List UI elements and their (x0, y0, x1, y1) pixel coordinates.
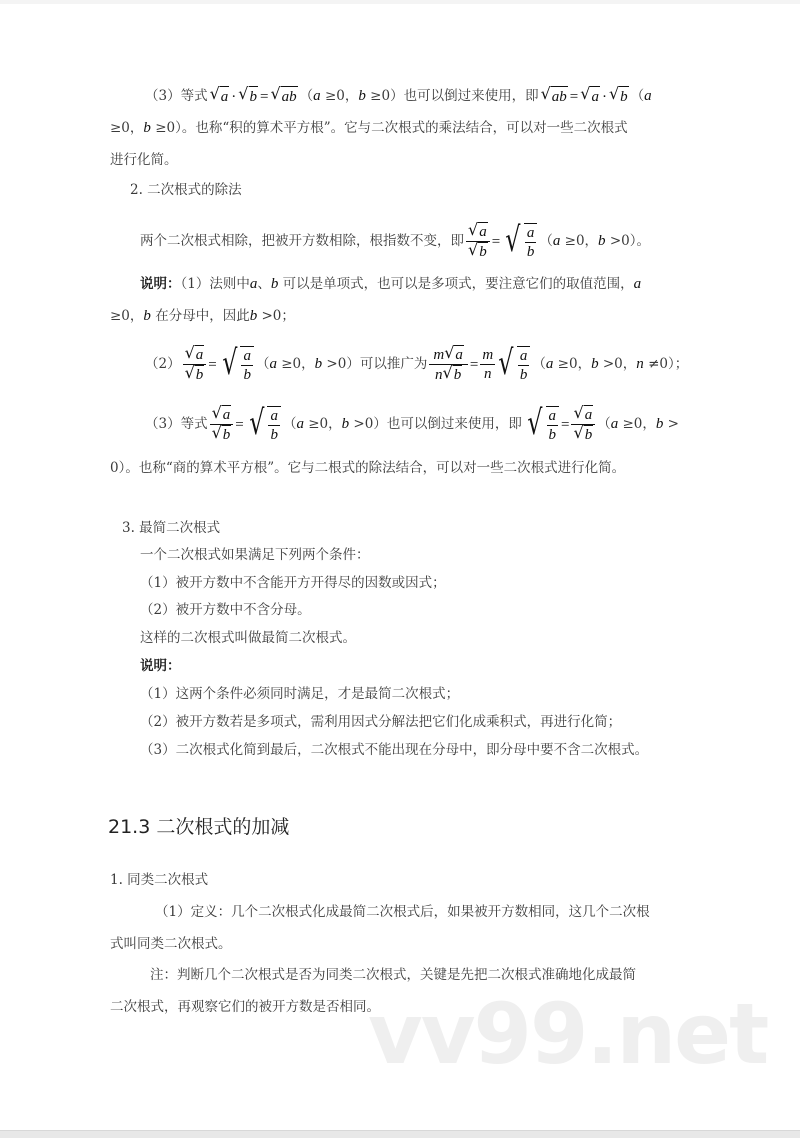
math-variable: a (610, 416, 619, 432)
text-segment: （3）二次根式化简到最后，二次根式不能出现在分母中，即分母中要不含二次根式。 (140, 742, 649, 758)
math-operator: = (569, 88, 579, 105)
math-sqrt (443, 365, 463, 384)
math-variable: a (633, 276, 642, 292)
radical-sign-icon: √ (540, 84, 551, 103)
math-variable: b (584, 427, 593, 443)
math-variable: a (269, 356, 277, 372)
text-segment: ≥0）。也称“积的算术平方根”。它与二次根式的乘法结合，可以对一些二次根式 (150, 120, 628, 136)
math-variable: a (479, 224, 487, 240)
text-segment: （1）这两个条件必须同时满足，才是最简二次根式； (140, 686, 460, 702)
math-variable: b (453, 367, 462, 383)
denominator (268, 426, 280, 444)
radicand (453, 365, 463, 384)
radical-sign-icon: √ (222, 342, 238, 383)
text-line (110, 997, 380, 1017)
denominator (482, 365, 494, 383)
numerator (183, 345, 207, 365)
math-variable: ab (551, 89, 567, 105)
numerator (429, 345, 468, 365)
numerator (210, 405, 234, 425)
text-line (140, 573, 446, 593)
text-segment: ≥0， (276, 356, 315, 372)
text-segment: 在分母中，因此 (150, 308, 250, 324)
text-line (140, 740, 648, 760)
math-sqrt (270, 86, 297, 107)
math-variable: b (519, 366, 528, 383)
denominator (525, 243, 537, 261)
math-variable: a (222, 407, 231, 423)
math-variable: a (243, 347, 251, 364)
radical-sign-icon: √ (238, 84, 249, 103)
text-segment: 两个二次根式相除，把被开方数相除，根指数不变，即 (140, 233, 464, 249)
math-variable: n (636, 356, 644, 372)
formula (466, 219, 537, 261)
math-variable: b (249, 308, 258, 324)
radicand (584, 405, 594, 424)
text-line (110, 458, 625, 478)
math-fraction (571, 405, 595, 444)
text-line (140, 684, 459, 704)
numerator (547, 407, 559, 426)
math-fraction (210, 405, 234, 444)
text-segment: ≥0， (553, 356, 592, 372)
text-segment: （ (299, 88, 314, 104)
math-variable: a (548, 407, 557, 424)
radical-sign-icon: √ (498, 342, 514, 383)
formula (183, 342, 254, 384)
text-segment: （2） (145, 356, 181, 372)
denominator (466, 242, 490, 261)
denominator (183, 365, 207, 384)
text-segment: >0）也可以倒过来使用，即 (349, 416, 522, 432)
text-segment: 进行化简。 (110, 152, 178, 168)
radical-sign-icon: √ (505, 219, 521, 260)
text-segment: （ (539, 233, 553, 249)
text-segment: > (663, 416, 679, 432)
math-fraction (268, 407, 280, 444)
formula (210, 402, 281, 444)
math-variable: m (482, 347, 494, 363)
text-segment: （2）被开方数中不含分母。 (140, 602, 311, 618)
math-operator: = (469, 356, 479, 373)
text-line (140, 656, 181, 676)
text-segment: （3）等式 (145, 88, 208, 104)
math-variable: a (313, 88, 321, 104)
math-operator: = (260, 88, 269, 105)
text-segment: >0； (257, 308, 295, 324)
radicand (478, 242, 488, 261)
radical-sign-icon: √ (270, 84, 281, 103)
math-variable: a (552, 233, 561, 249)
math-sqrt (185, 345, 205, 364)
math-variable: a (249, 276, 258, 292)
radicand (195, 345, 205, 364)
text-line (140, 600, 311, 620)
radicand (546, 406, 560, 444)
math-variable: b (620, 89, 628, 105)
denominator (547, 426, 559, 444)
radical-sign-icon: √ (249, 402, 265, 443)
text-line (150, 965, 636, 985)
radical-sign-icon: √ (211, 423, 222, 442)
math-operator: = (208, 356, 217, 373)
radical-sign-icon: √ (209, 84, 220, 103)
text-line (145, 342, 689, 384)
math-variable: b (243, 366, 251, 383)
numerator (241, 347, 253, 366)
text-segment: 1. 同类二次根式 (110, 872, 209, 888)
numerator (518, 347, 530, 366)
bold-label: 说明： (140, 658, 181, 674)
text-segment: （1）定义：几个二次根式化成最简二次根式后，如果被开方数相同，这几个二次根 (155, 904, 650, 920)
text-segment: >0）可以推广为 (322, 356, 428, 372)
denominator (431, 365, 466, 384)
text-line (140, 219, 650, 261)
radicand (249, 86, 259, 107)
text-segment: （2）被开方数若是多项式，需利用因式分解法把它们化成乘积式，再进行化简； (140, 714, 622, 730)
section-heading: 21.3 二次根式的加减 (108, 816, 290, 838)
radical-sign-icon: √ (184, 343, 195, 362)
text-segment: （1）法则中 (180, 276, 250, 292)
math-variable: b (143, 308, 151, 324)
radicand (517, 346, 531, 384)
text-segment: （ (282, 416, 297, 432)
text-segment: （ (532, 356, 546, 372)
text-segment: 、 (257, 276, 271, 292)
text-line (145, 86, 652, 107)
math-variable: b (598, 233, 606, 249)
text-line (140, 712, 621, 732)
math-variable: b (526, 243, 535, 260)
radical-sign-icon: √ (468, 220, 479, 239)
radicand (267, 406, 281, 444)
math-sqrt (609, 86, 629, 107)
math-sqrt (444, 345, 464, 364)
math-operator: · (601, 88, 607, 105)
math-operator: = (235, 416, 244, 433)
math-sqrt (212, 425, 232, 444)
text-line (155, 902, 650, 922)
formula (541, 86, 629, 107)
section-subheading (122, 518, 220, 538)
radicand (195, 365, 205, 384)
math-variable: b (548, 426, 557, 443)
text-segment: ≥0， (560, 233, 599, 249)
math-fraction (525, 224, 537, 261)
math-fraction (518, 347, 530, 384)
text-segment: 3. 最简二次根式 (122, 520, 221, 536)
text-segment: （ (630, 88, 645, 104)
math-fraction (241, 347, 253, 384)
math-variable: a (270, 407, 278, 424)
radical-sign-icon: √ (573, 423, 584, 442)
text-line (140, 628, 356, 648)
math-group (433, 345, 464, 364)
math-variable: a (455, 347, 463, 363)
math-variable: n (435, 366, 443, 383)
text-segment: 一个二次根式如果满足下列两个条件： (140, 547, 370, 563)
math-sqrt (541, 86, 568, 107)
text-line (110, 118, 628, 138)
math-variable: a (195, 347, 204, 363)
denominator (518, 366, 530, 384)
radicand (222, 405, 232, 424)
text-segment: 二次根式，再观察它们的被开方数是否相同。 (110, 999, 380, 1015)
math-variable: b (270, 276, 279, 292)
math-variable: a (526, 224, 535, 241)
denominator (210, 425, 234, 444)
radical-sign-icon: √ (184, 363, 195, 382)
math-sqrt (468, 242, 488, 261)
denominator (571, 425, 595, 444)
text-line (140, 545, 370, 565)
math-variable: a (220, 89, 229, 105)
text-line (140, 274, 641, 294)
radicand (619, 86, 629, 107)
math-variable: b (655, 416, 664, 432)
text-line (145, 402, 679, 444)
radical-sign-icon: √ (527, 402, 543, 443)
text-segment: 0）。也称“商的算术平方根”。它与二根式的除法结合，可以对一些二次根式进行化简。 (110, 460, 626, 476)
math-sqrt (580, 86, 600, 107)
math-variable: ab (281, 89, 297, 105)
math-variable: a (545, 356, 554, 372)
text-segment: 式叫同类二次根式。 (110, 936, 232, 952)
math-variable: a (644, 88, 652, 104)
text-line (110, 306, 295, 326)
math-sqrt (212, 405, 232, 424)
numerator (525, 224, 537, 243)
text-segment: 这样的二次根式叫做最简二次根式。 (140, 630, 356, 646)
text-segment: ≥0）也可以倒过来使用，即 (365, 88, 539, 104)
math-variable: b (249, 89, 257, 105)
math-variable: a (584, 407, 593, 423)
math-sqrt (238, 86, 258, 107)
math-variable: b (314, 356, 323, 372)
math-variable: b (591, 356, 599, 372)
math-sqrt (573, 405, 593, 424)
math-variable: a (296, 416, 304, 432)
math-variable: b (341, 416, 350, 432)
text-segment: （ (255, 356, 270, 372)
math-sqrt (185, 365, 205, 384)
text-segment: （ (597, 416, 611, 432)
section-subheading (130, 180, 242, 200)
denominator (241, 366, 253, 384)
radicand (524, 223, 538, 261)
text-segment: （1）被开方数中不含能开方开得尽的因数或因式； (140, 575, 446, 591)
text-segment: ≥0， (303, 416, 342, 432)
math-operator: = (491, 233, 501, 250)
text-segment: 可以是单项式，也可以是多项式，要注意它们的取值范围， (278, 276, 634, 292)
text-line (110, 934, 232, 954)
numerator (466, 222, 490, 242)
bold-label: 说明： (140, 276, 181, 292)
radicand (240, 346, 254, 384)
watermark: vv99.net (368, 985, 768, 1083)
radical-sign-icon: √ (580, 84, 591, 103)
formula (210, 86, 298, 107)
math-variable: n (484, 366, 492, 382)
math-group (435, 365, 462, 384)
math-sqrt (502, 219, 537, 261)
radical-sign-icon: √ (608, 84, 620, 103)
radicand (454, 345, 464, 364)
section-subheading (110, 870, 208, 890)
math-variable: a (519, 347, 528, 364)
radical-sign-icon: √ (444, 343, 455, 362)
numerator (480, 346, 495, 365)
text-segment: ≥0， (320, 88, 359, 104)
radical-sign-icon: √ (442, 363, 453, 382)
math-sqrt (468, 222, 488, 241)
math-fraction (480, 346, 495, 383)
radicand (584, 425, 594, 444)
math-variable: b (222, 427, 231, 443)
formula (524, 402, 595, 444)
radicand (478, 222, 488, 241)
math-fraction (466, 222, 490, 261)
math-sqrt (524, 402, 559, 444)
text-segment: ≥0， (110, 120, 144, 136)
math-sqrt (573, 425, 593, 444)
math-sqrt (246, 402, 281, 444)
math-fraction (183, 345, 207, 384)
radicand (222, 425, 232, 444)
numerator (268, 407, 280, 426)
math-variable: b (270, 426, 278, 443)
math-fraction (429, 345, 468, 384)
math-operator: = (561, 416, 570, 433)
text-segment: ≠0）； (643, 356, 689, 372)
radical-sign-icon: √ (573, 403, 584, 422)
math-variable: b (143, 120, 151, 136)
numerator (571, 405, 595, 425)
text-segment: ≥0， (618, 416, 656, 432)
radicand (281, 86, 298, 107)
math-variable: b (479, 244, 487, 260)
math-sqrt (210, 86, 230, 107)
text-line (110, 150, 178, 170)
formula (429, 342, 530, 384)
text-segment: >0）。 (605, 233, 650, 249)
radicand (220, 86, 230, 107)
radicand (590, 86, 600, 107)
radicand (551, 86, 568, 107)
math-fraction (547, 407, 559, 444)
math-variable: b (195, 367, 204, 383)
text-segment: 2. 二次根式的除法 (130, 182, 242, 198)
math-variable: m (433, 346, 445, 363)
text-segment: >0， (598, 356, 637, 372)
math-sqrt (219, 342, 254, 384)
math-sqrt (495, 342, 530, 384)
math-variable: b (358, 88, 366, 104)
math-operator: · (231, 88, 237, 105)
math-variable: a (591, 89, 599, 105)
text-segment: ≥0， (110, 308, 144, 324)
text-segment: 注：判断几个二次根式是否为同类二次根式，关键是先把二次根式准确地化成最简 (150, 967, 636, 983)
radical-sign-icon: √ (468, 240, 479, 259)
page-top-border (0, 0, 800, 4)
radical-sign-icon: √ (211, 403, 222, 422)
text-segment: （3）等式 (145, 416, 208, 432)
